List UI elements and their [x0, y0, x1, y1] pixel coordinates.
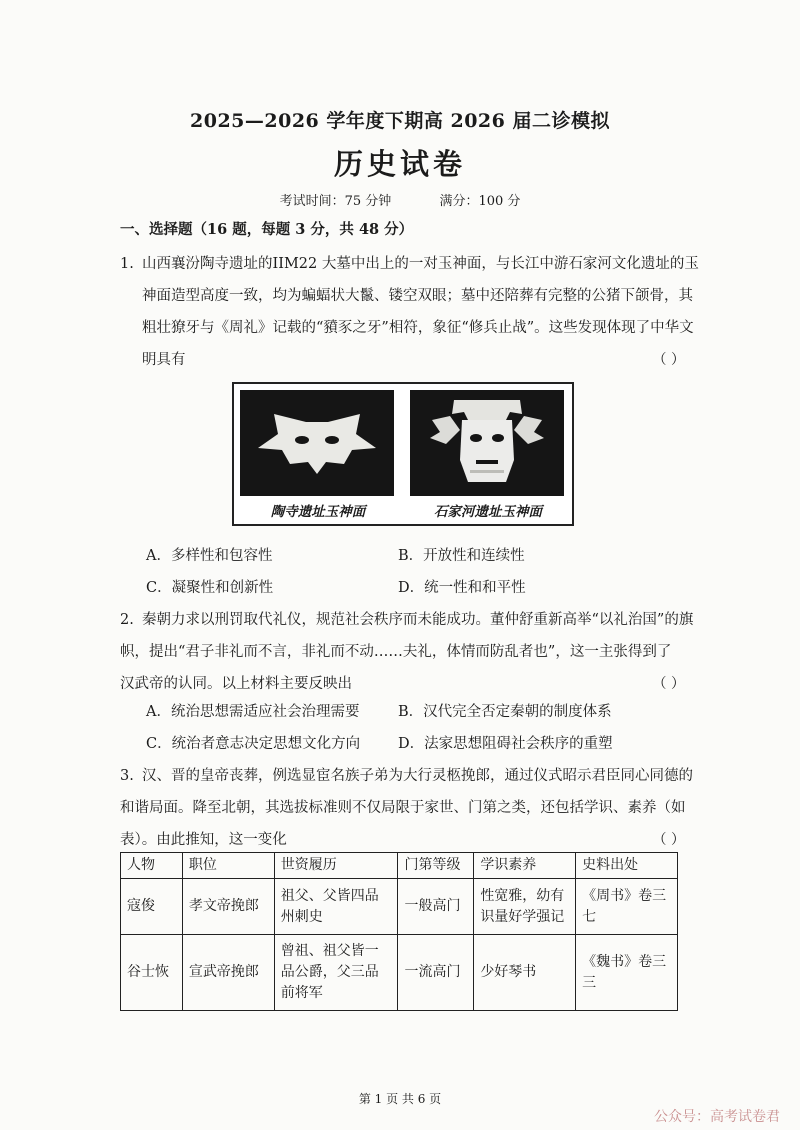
answer-bracket: （ ） — [652, 352, 685, 368]
figure-caption-shijiahe: 石家河遗址玉神面 — [434, 504, 542, 520]
question-text-line: 山西襄汾陶寺遗址的IIM22 大墓中出上的一对玉神面，与长江中游石家河文化遗址的玉 — [142, 256, 699, 272]
question-3 — [120, 760, 693, 856]
exam-title: 2025—2026 学年度下期高 2026 届二诊模拟 — [190, 110, 610, 132]
answer-bracket: （ ） — [652, 676, 685, 692]
table-header-cell: 门第等级 — [398, 853, 474, 879]
table-cell: 一流高门 — [398, 935, 474, 1011]
table-cell: 《周书》卷三七 — [576, 879, 678, 935]
option-c[interactable]: C．统治者意志决定思想文化方向 — [146, 736, 361, 752]
table-cell: 一般高门 — [398, 879, 474, 935]
shijiahe-jade-mask-photo — [410, 390, 564, 496]
option-b[interactable]: B．开放性和连续性 — [398, 548, 525, 564]
option-d[interactable]: D．法家思想阻碍社会秩序的重塑 — [398, 736, 613, 752]
option-a[interactable]: A．多样性和包容性 — [146, 548, 273, 564]
taosi-jade-mask-photo — [240, 390, 394, 496]
table-cell: 少好琴书 — [474, 935, 576, 1011]
watermark: 公众号：高考试卷君 — [654, 1109, 780, 1125]
table-cell: 《魏书》卷三三 — [576, 935, 678, 1011]
jade-mask-figure — [232, 382, 574, 526]
table-row — [121, 879, 678, 935]
figure-caption-taosi: 陶寺遗址玉神面 — [270, 504, 366, 520]
option-d[interactable]: D．统一性和和平性 — [398, 580, 526, 596]
section-heading: 一、选择题（16 题，每题 3 分，共 48 分） — [120, 221, 414, 238]
question-text-line: 神面造型高度一致，均为蝙蝠状大鬣、镂空双眼；墓中还陪葬有完整的公猪下颌骨，其 — [142, 288, 693, 304]
question-text-line: 明具有 — [142, 352, 186, 368]
table-cell: 寇俊 — [121, 879, 183, 935]
table-cell: 宣武帝挽郎 — [182, 935, 274, 1011]
question-text-line: 秦朝力求以刑罚取代礼仪，规范社会秩序而未能成功。董仲舒重新高举“以礼治国”的旗 — [142, 612, 694, 628]
table-cell: 祖父、父皆四品州刺史 — [274, 879, 398, 935]
table-cell: 性宽雅，幼有识量好学强记 — [474, 879, 576, 935]
table-row — [121, 935, 678, 1011]
question-1 — [120, 248, 699, 378]
question-number: 2. — [120, 612, 134, 628]
question-text-line: 帜，提出“君子非礼而不言，非礼而不动……夫礼，体情而防乱者也”，这一主张得到了 — [120, 644, 672, 660]
option-c[interactable]: C．凝聚性和创新性 — [146, 580, 274, 596]
table-header-row — [121, 853, 678, 879]
table-header-cell: 职位 — [182, 853, 274, 879]
table-header-cell: 人物 — [121, 853, 183, 879]
page-number: 第 1 页 共 6 页 — [358, 1092, 442, 1106]
question-text-line: 表）。由此推知，这一变化 — [120, 832, 287, 848]
question-text-line: 粗壮獠牙与《周礼》记载的“豶豕之牙”相符，象征“修兵止战”。这些发现体现了中华文 — [142, 320, 694, 336]
table-header-cell: 学识素养 — [474, 853, 576, 879]
question-text-line: 和谐局面。降至北朝，其选拔标准则不仅局限于家世、门第之类，还包括学识、素养（如 — [120, 800, 686, 816]
question-number: 3. — [120, 768, 134, 784]
table-header-cell: 史料出处 — [576, 853, 678, 879]
question-text-line: 汉武帝的认同。以上材料主要反映出 — [120, 676, 352, 692]
question-number: 1. — [120, 256, 134, 272]
question-text-line: 汉、晋的皇帝丧葬，例选显宦名族子弟为大行灵柩挽郎，通过仪式昭示君臣同心同德的 — [142, 768, 693, 784]
table-header-cell: 世资履历 — [274, 853, 398, 879]
exam-time: 考试时间：75 分钟 — [279, 194, 392, 209]
table-cell: 曾祖、祖父皆一品公爵，父三品前将军 — [274, 935, 398, 1011]
full-score: 满分：100 分 — [439, 194, 521, 209]
shijiahe-jade-mask-image — [410, 390, 564, 496]
question-2 — [120, 604, 694, 704]
exam-meta — [0, 190, 800, 209]
option-a[interactable]: A．统治思想需适应社会治理需要 — [146, 704, 360, 720]
option-b[interactable]: B．汉代完全否定秦朝的制度体系 — [398, 704, 612, 720]
table-cell: 孝文帝挽郎 — [182, 879, 274, 935]
official-record-table — [120, 852, 678, 1011]
taosi-jade-mask-image — [240, 390, 394, 496]
table-cell: 谷士恢 — [121, 935, 183, 1011]
answer-bracket: （ ） — [652, 832, 685, 848]
exam-subject-title: 历史试卷 — [333, 147, 466, 181]
